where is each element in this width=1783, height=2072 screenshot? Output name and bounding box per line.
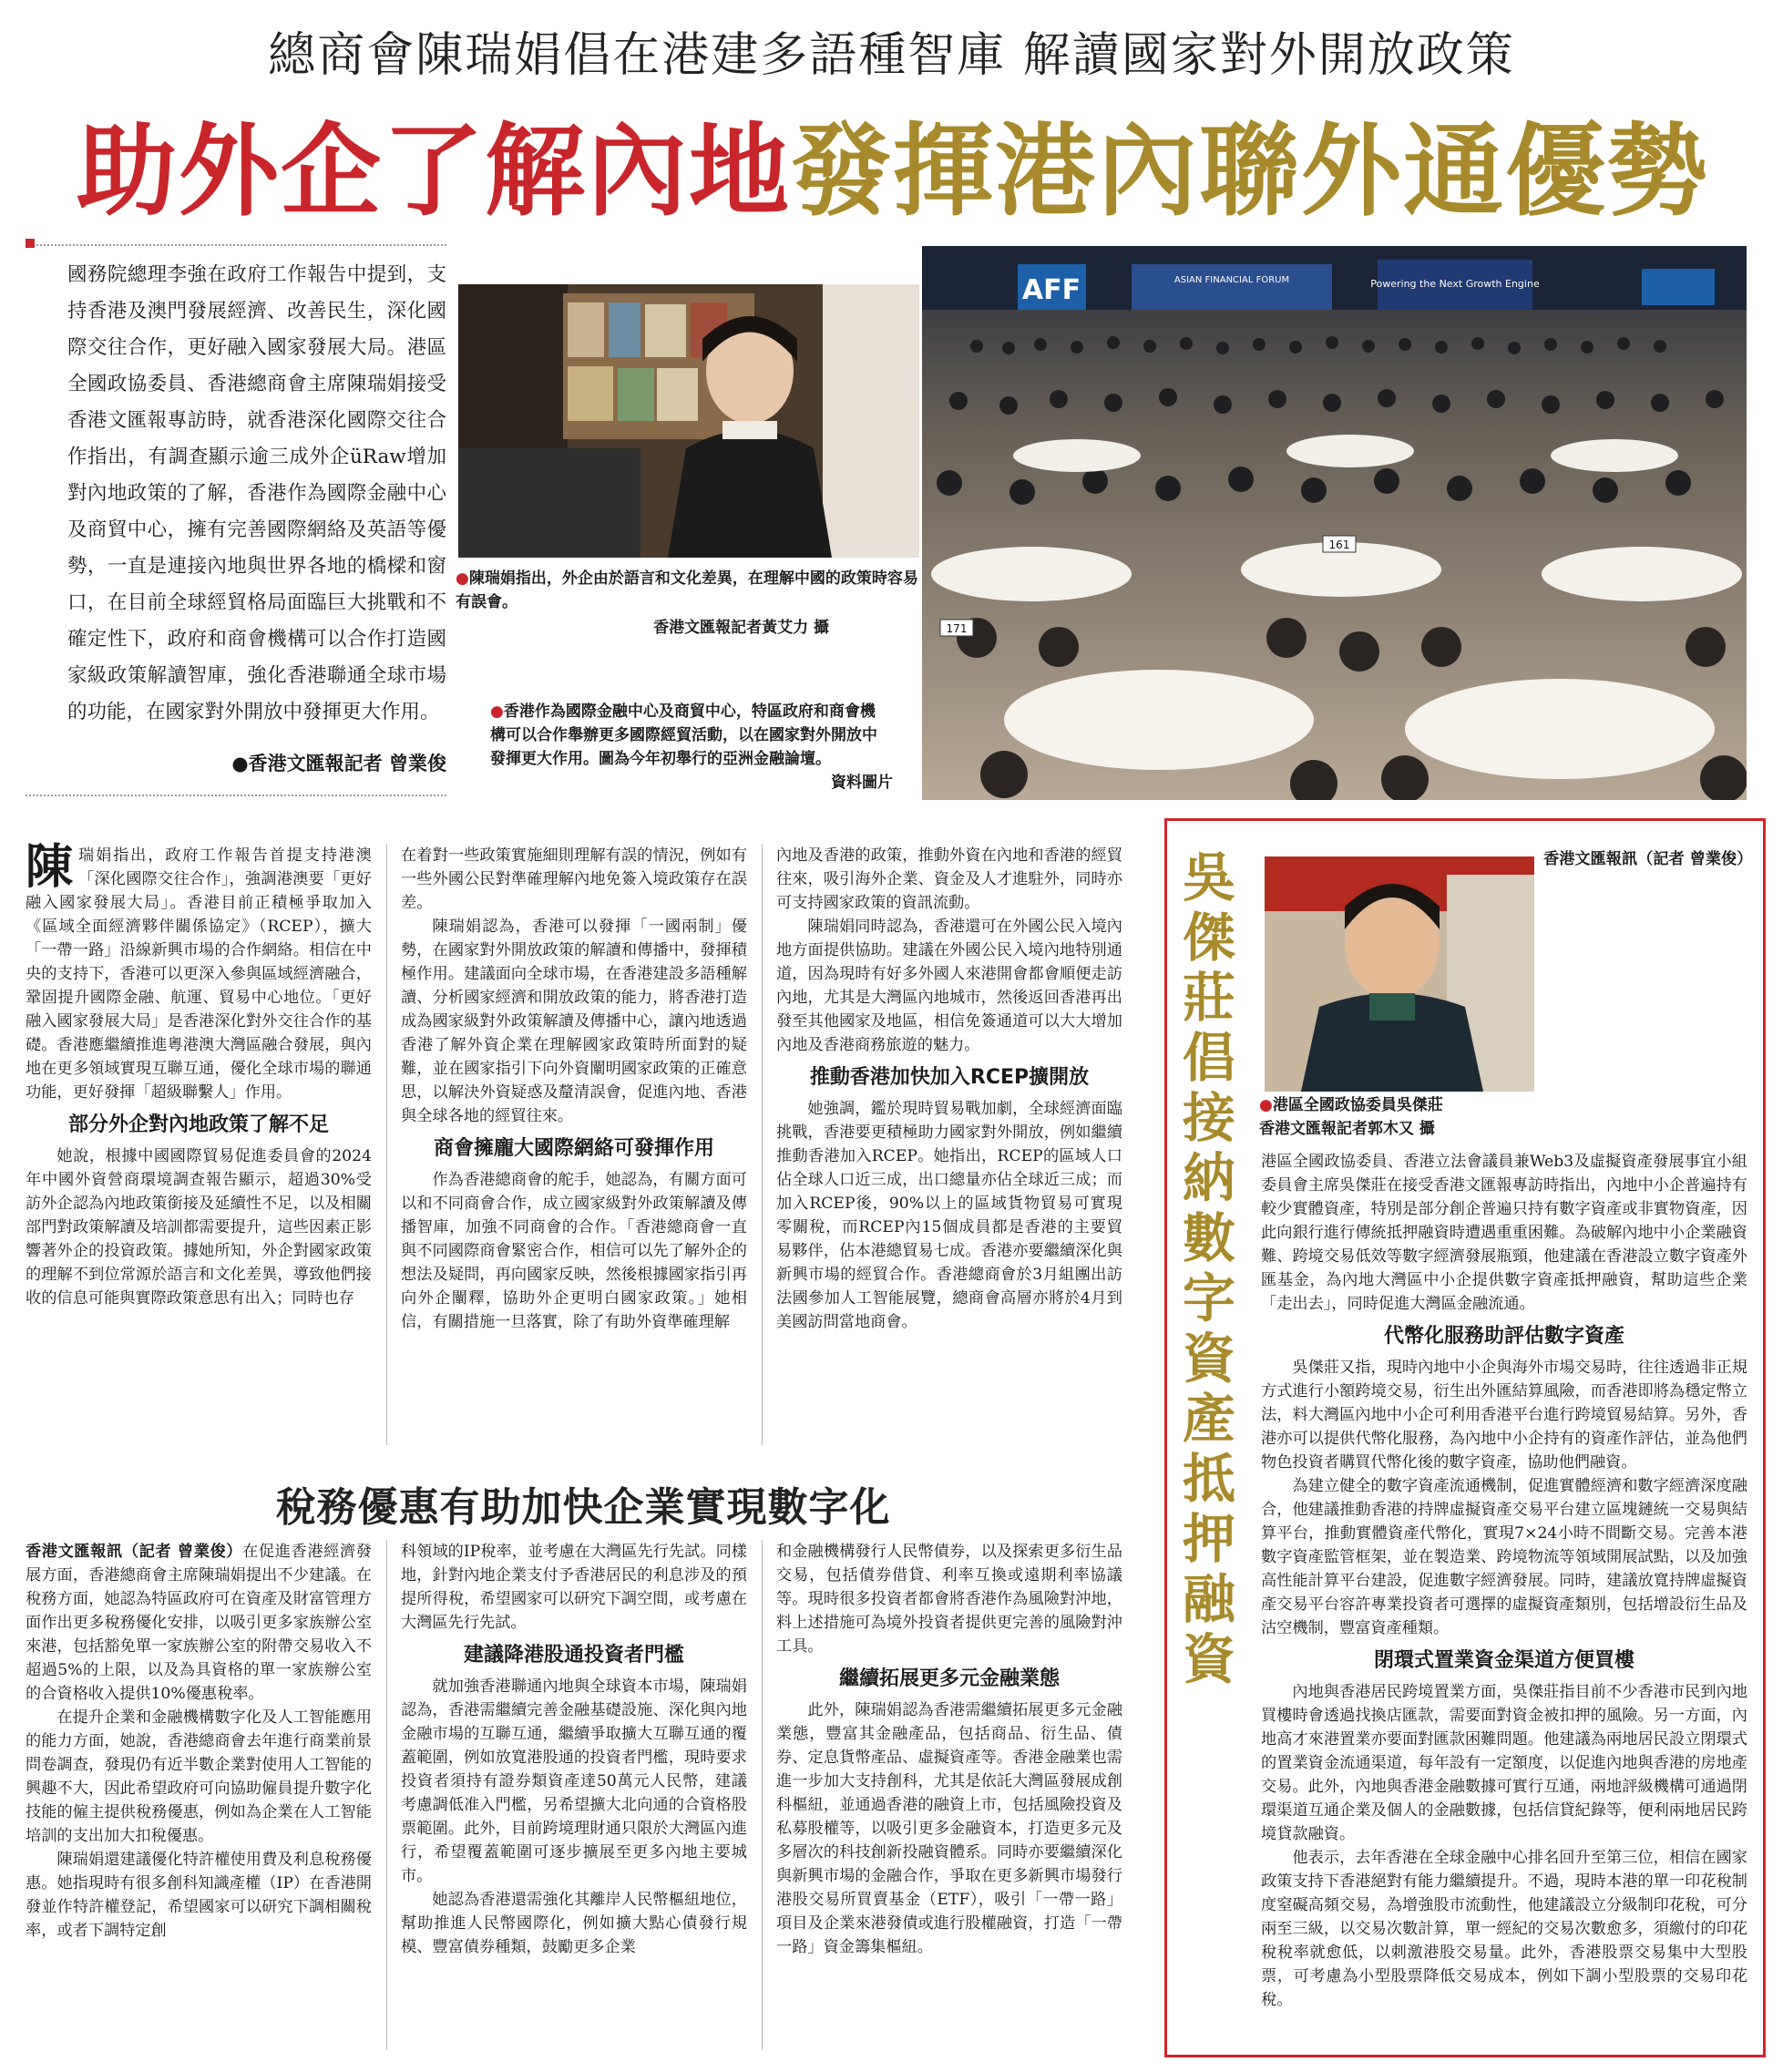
portrait-photo [458,284,919,558]
sidebar-subhead-1: 代幣化服務助評估數字資產 [1383,1325,1624,1348]
col2-subhead: 商會擁龐大國際網絡可發揮作用 [433,1137,714,1160]
tax-c3-subhead: 繼續拓展更多元金融業態 [838,1667,1060,1690]
sidebar-lead: 香港文匯報訊（記者 曾業俊） [1543,850,1753,868]
lede-marker [26,239,35,248]
tax-column-3 [776,1540,1122,1959]
tax-c1-para-1 [26,1540,372,1706]
tax-lead: 香港文匯報訊（記者 曾業俊） [26,1543,243,1561]
kicker-headline: 總商會陳瑞娟倡在港建多語種智庫 解讀國家對外開放政策 [268,28,1515,83]
sidebar-portrait-photo [1265,856,1534,1092]
article-column-1 [26,840,372,1310]
forum-banner-sub: ASIAN FINANCIAL FORUM [1173,275,1290,285]
column-rule [386,844,387,1445]
col3-para-2: 陳瑞娟同時認為，香港還可在外國公民入境內地方面提供協助。建議在外國公民入境內地特別通道，因為現時有好多外國人來港開會都會順便走訪內地，尤其是大灣區內地城市，然後返回香港再出發至其他國家及地區，相信免簽通道可以大大增加內地及香港商務旅遊的魅力。 [776,918,1122,1054]
column-rule [762,844,763,1445]
col3-para-3: 她強調，鑑於現時貿易戰加劇，全球經濟面臨挑戰，香港要更積極助力國家對外開放，例如繼續推動香港加入RCEP。她指出，RCEP的區域人口佔全球人口近三成，出口總量亦佔全球近三成；而加入RCEP後，90%以上的區域貨物貿易可實現零關稅，而RCEP內15個成員都是香港的主要貿易夥伴，佔本港總貿易七成。香港亦要繼續深化與新興市場的經貿合作。香港總商會於3月組團出訪法國參加人工智能展覽，總商會高層亦將於4月到美國訪問當地商會。 [776,1100,1122,1331]
sidebar-intro-narrow [1543,847,1753,871]
tax-c2-para-2: 就加強香港聯通內地與全球資本市場，陳瑞娟認為，香港需繼續完善金融基礎設施、深化與內地金融市場的互聯互通，繼續爭取擴大互聯互通的覆蓋範圍，例如放寬港股通的投資者門檻，現時要求投資者須持有證券類資產達50萬元人民幣，建議考慮調低准入門檻，另希望擴大北向通的合資格股票範圍。此外，目前跨境理財通只限於大灣區內進行，希望覆蓋範圍可逐步擴展至更多內地主要城市。 [401,1677,747,1885]
main-headline [55,91,1731,235]
sidebar-para-5: 他表示，去年香港在全球金融中心排名回升至第三位，相信在國家政策支持下香港絕對有能力繼續提升。不過，現時本港的單一印花稅制度窒礙高頻交易，為增強股市流動性，他建議設立分級制印花稅，可分兩至三級，以交易次數計算，單一經紀的交易次數愈多，須繳付的印花稅稅率就愈低，以刺激港股交易量。此外，香港股票交易集中大型股票，可考慮為小型股票降低交易成本，例如下調小型股票的交易印花稅。 [1261,1849,1747,2009]
sidebar-para-4: 內地與香港居民跨境置業方面，吳傑莊指目前不少香港市民到內地買樓時會透過找換店匯款，需要面對資金被扣押的風險。另一方面，內地高才來港置業亦要面對匯款困難問題。他建議為兩地居民設立閉環式的置業資金流通渠道，每年設有一定額度，以促進內地與香港的房地產交易。此外，內地與香港金融數據可實行互通，兩地評級機構可通過閉環渠道互通企業及個人的金融數據，包括信貸紀錄等，便利兩地居民跨境貸款融資。 [1261,1683,1747,1843]
col3-para-1: 內地及香港的政策，推動外資在內地和香港的經貿往來，吸引海外企業、資金及人才進駐外，同時亦可支持國家政策的資訊流動。 [776,846,1122,912]
sidebar-vertical-title: 吳傑莊倡接納數字資產抵押融資 [1183,846,1236,1690]
dropcap: 陳 [26,840,74,895]
col1-para-2: 她說，根據中國國際貿易促進委員會的2024年中國外資營商環境調查報告顯示，超過30%受訪外企認為內地政策銜接及延續性不足，以及相關部門對政策解讀及培訓都需要提升，這些因素正影響著外企的投資政策。據她所知，外企對國家政策的理解不到位常源於語言和文化差異，導致他們接收的信息可能與實際政策意思有出入；同時也存 [26,1147,372,1308]
portrait-caption-text: 陳瑞娟指出，外企由於語言和文化差異，在理解中國的政策時容易有誤會。 [456,569,918,611]
article-column-3 [776,844,1122,1334]
tax-c2-subhead: 建議降港股通投資者門檻 [463,1644,684,1667]
forum-caption [490,700,882,771]
headline-gold-part: 發揮港內聯外通優勢 [791,113,1709,230]
tax-column-1 [26,1540,372,1943]
col1-subhead: 部分外企對內地政策了解不足 [67,1113,329,1136]
column-rule [386,1540,387,2050]
forum-photo [922,246,1747,800]
tax-c2-para-1: 科領域的IP稅率，並考慮在大灣區先行先試。同樣地，針對內地企業支付予香港居民的利息涉及的預提所得稅，希望國家可以研究下調空間，或考慮在大灣區先行先試。 [401,1543,747,1632]
tax-c1-para-3: 陳瑞娟還建議優化特許權使用費及利息稅務優惠。她指現時有很多創科知識產權（IP）在香港開發並作特許權登記，希望國家可以研究下調相關稅率，或者下調特定創 [26,1851,372,1940]
col3-subhead: 推動香港加快加入RCEP擴開放 [809,1066,1090,1089]
tax-c3-para-1: 和金融機構發行人民幣債券，以及探索更多衍生品交易，包括債券借貸、利率互換或遠期利率協議等。現時很多投資者都會將香港作為風險對沖地，料上述措施可為境外投資者提供更完善的風險對沖工具。 [776,1543,1122,1656]
sidebar-para-2: 吳傑莊又指，現時內地中小企與海外市場交易時，往往透過非正規方式進行小額跨境交易，衍生出外匯結算風險，而香港即將為穩定幣立法，料大灣區內地中小企可利用香港平台進行跨境貿易結算。另外，香港亦可以提供代幣化服務，為內地中小企持有的資產作評估，並為他們物色投資者購買代幣化後的數字資產，協助他們融資。 [1261,1359,1747,1472]
caption-bullet: ● [490,703,504,721]
tax-c1-para-2: 在提升企業和金融機構數字化及人工智能應用的能力方面，她說，香港總商會去年進行商業前景問卷調查，發現仍有近半數企業對使用人工智能的興趣不大，因此希望政府可向協助僱員提升數字化技能的僱主提供稅務優惠，例如為企業在人工智能培訓的支出加大扣稅優惠。 [26,1708,372,1845]
sidebar-lead-para [1543,847,1753,871]
lede-top-rule [26,244,446,246]
article-column-2 [401,844,747,1334]
tax-c3-para-2: 此外，陳瑞娟認為香港需繼續拓展更多元金融業態，豐富其金融產品，包括商品、衍生品、債券、定息貨幣產品、虛擬資產等。香港金融業也需進一步加大支持創科，尤其是依託大灣區發展成創科樞紐，並通過香港的融資上市，包括風險投資及私募股權等，以吸引更多金融資本，打造更多元及多層次的科技創新投融資體系。同時亦要繼續深化與新興市場的金融合作，爭取在更多新興市場發行港股交易所買賣基金（ETF），吸引「一帶一路」項目及企業來港發債或進行股權融資，打造「一帶一路」資金籌集樞紐。 [776,1701,1122,1956]
lede-bottom-rule [26,795,446,796]
caption-bullet: ● [1259,1096,1273,1114]
tax-c2-para-3: 她認為香港還需強化其離岸人民幣樞紐地位，幫助推進人民幣國際化，例如擴大點心債發行規模、豐富債券種類，鼓勵更多企業 [401,1891,747,1956]
forum-banner-theme: Powering the Next Growth Engine [1370,278,1540,290]
forum-banner-logo: AFF [1021,274,1081,306]
caption-bullet: ● [456,569,469,588]
sidebar-caption-text: 港區全國政協委員吳傑莊 [1272,1096,1443,1114]
table-number-161: 161 [1328,539,1350,551]
table-number-171: 171 [946,622,968,635]
lede-paragraph [26,257,446,731]
sidebar-subhead-2: 閉環式置業資金渠道方便買樓 [1373,1649,1634,1672]
col2-para-3: 作為香港總商會的舵手，她認為，有關方面可以和不同商會合作，成立國家級對外政策解讀及傳播智庫，加強不同商會的合作。「香港總商會一直與不同國際商會緊密合作，相信可以先了解外企的想法及疑問，再向國家反映，然後根據國家指引再向外企闡釋，協助外企更明白國家政策。」她相信，有關措施一旦落實，除了有助外資準確理解 [401,1171,747,1331]
column-rule [762,1540,763,2050]
sidebar-body [1261,1150,1747,2012]
sidebar-credit: 香港文匯報記者郭木又 攝 [1259,1120,1435,1138]
tax-section-title: 稅務優惠有助加快企業實現數字化 [275,1484,891,1531]
portrait-caption [456,567,922,614]
headline-red-part: 助外企了解內地 [77,113,791,230]
col1-para-1-text: 瑞娟指出，政府工作報告首提支持港澳「深化國際交往合作」，強調港澳要「更好融入國家發展大局」。香港目前正積極爭取加入《區域全面經濟夥伴關係協定》（RCEP），擴大「一帶一路」沿線新興市場的合作網絡。相信在中央的支持下，香港可以更深入參與區域經濟融合，鞏固提升國際金融、航運、貿易中心地位。「更好融入國家發展大局」是香港深化對外交往合作的基礎。香港應繼續推進粵港澳大灣區融合發展，與內地在更多領域實現互聯互通，優化全球市場的聯通功能，更好發揮「超級聯繫人」作用。 [26,846,372,1102]
sidebar-para-3: 為建立健全的數字資產流通機制，促進實體經濟和數字經濟深度融合，他建議推動香港的持牌虛擬資產交易平台建立區塊鏈統一交易與結算平台，推動實體資產代幣化，實現7×24小時不間斷交易。完善本港數字資產監管框架，並在製造業、跨境物流等領域開展試點，以及加強高性能計算平台建設，促進數字經濟發展。同時，建議放寬持牌虛擬資產交易平台容許專業投資者可選擇的虛擬資產類別，包括增設衍生品及沽空機制，豐富資產種類。 [1261,1477,1747,1637]
lede-byline: ●香港文匯報記者 曾業俊 [231,753,446,774]
forum-caption-text: 香港作為國際金融中心及商貿中心，特區政府和商會機構可以合作舉辦更多國際經貿活動，以在國家對外開放中發揮更大作用。圖為今年初舉行的亞洲金融論壇。 [490,703,877,768]
lede-text: 國務院總理李強在政府工作報告中提到，支持香港及澳門發展經濟、改善民生，深化國際交往合作，更好融入國家發展大局。港區全國政協委員、香港總商會主席陳瑞娟接受香港文匯報專訪時，就香港深化國際交往合作指出，有調查顯示逾三成外企üRaw增加對內地政策的了解，香港作為國際金融中心及商貿中心，擁有完善國際網絡及英語等優勢，一直是連接內地與世界各地的橋樑和窗口，在目前全球經貿格局面臨巨大挑戰和不確定性下，政府和商會機構可以合作打造國家級政策解讀智庫，強化香港聯通全球市場的功能，在國家對外開放中發揮更大作用。 [67,263,446,723]
forum-credit: 資料圖片 [831,774,893,792]
sidebar-caption [1259,1093,1532,1117]
col2-para-2: 陳瑞娟認為，香港可以發揮「一國兩制」優勢，在國家對外開放政策的解讀和傳播中，發揮積極作用。建議面向全球市場，在香港建設多語種解讀、分析國家經濟和開放政策的能力，將香港打造成為國家級對外政策解讀及傳播中心，讓內地透過香港了解外資企業在理解國家政策時所面對的疑難，並在國家指引下向外資闡明國家政策的正確意思，以解決外資疑惑及釐清誤會，促進內地、香港與全球各地的經貿往來。 [401,918,747,1125]
col1-para-1 [26,840,372,1104]
tax-column-2 [401,1540,747,1959]
tax-c1-para-1-text: 在促進香港經濟發展方面，香港總商會主席陳瑞娟提出不少建議。在稅務方面，她認為特區政府可在資產及財富管理方面作出更多稅務優化安排，以吸引更多家族辦公室來港，包括豁免單一家族辦公室的附帶交易收入不超過5%的上限，以及為具資格的單一家族辦公室的合資格收入提供10%優惠稅率。 [26,1543,372,1703]
portrait-credit: 香港文匯報記者黃艾力 攝 [653,619,829,637]
col2-para-1: 在着對一些政策實施細則理解有誤的情況，例如有一些外國公民對準確理解內地免簽入境政策存在誤差。 [401,846,747,912]
sidebar-para-1: 港區全國政協委員、香港立法會議員兼Web3及虛擬資產發展事宜小組委員會主席吳傑莊在接受香港文匯報專訪時指出，內地中小企普遍持有較少實體資產，特別是部分創企普遍只持有數字資產或非實物資產，因此向銀行進行傳統抵押融資時遭遇重重困難。為破解內地中小企業融資難、跨境交易低效等數字經濟發展瓶頸，他建議在香港設立數字資產外匯基金，為內地大灣區中小企提供數字資產抵押融資，幫助這些企業「走出去」，同時促進大灣區金融流通。 [1261,1153,1747,1313]
